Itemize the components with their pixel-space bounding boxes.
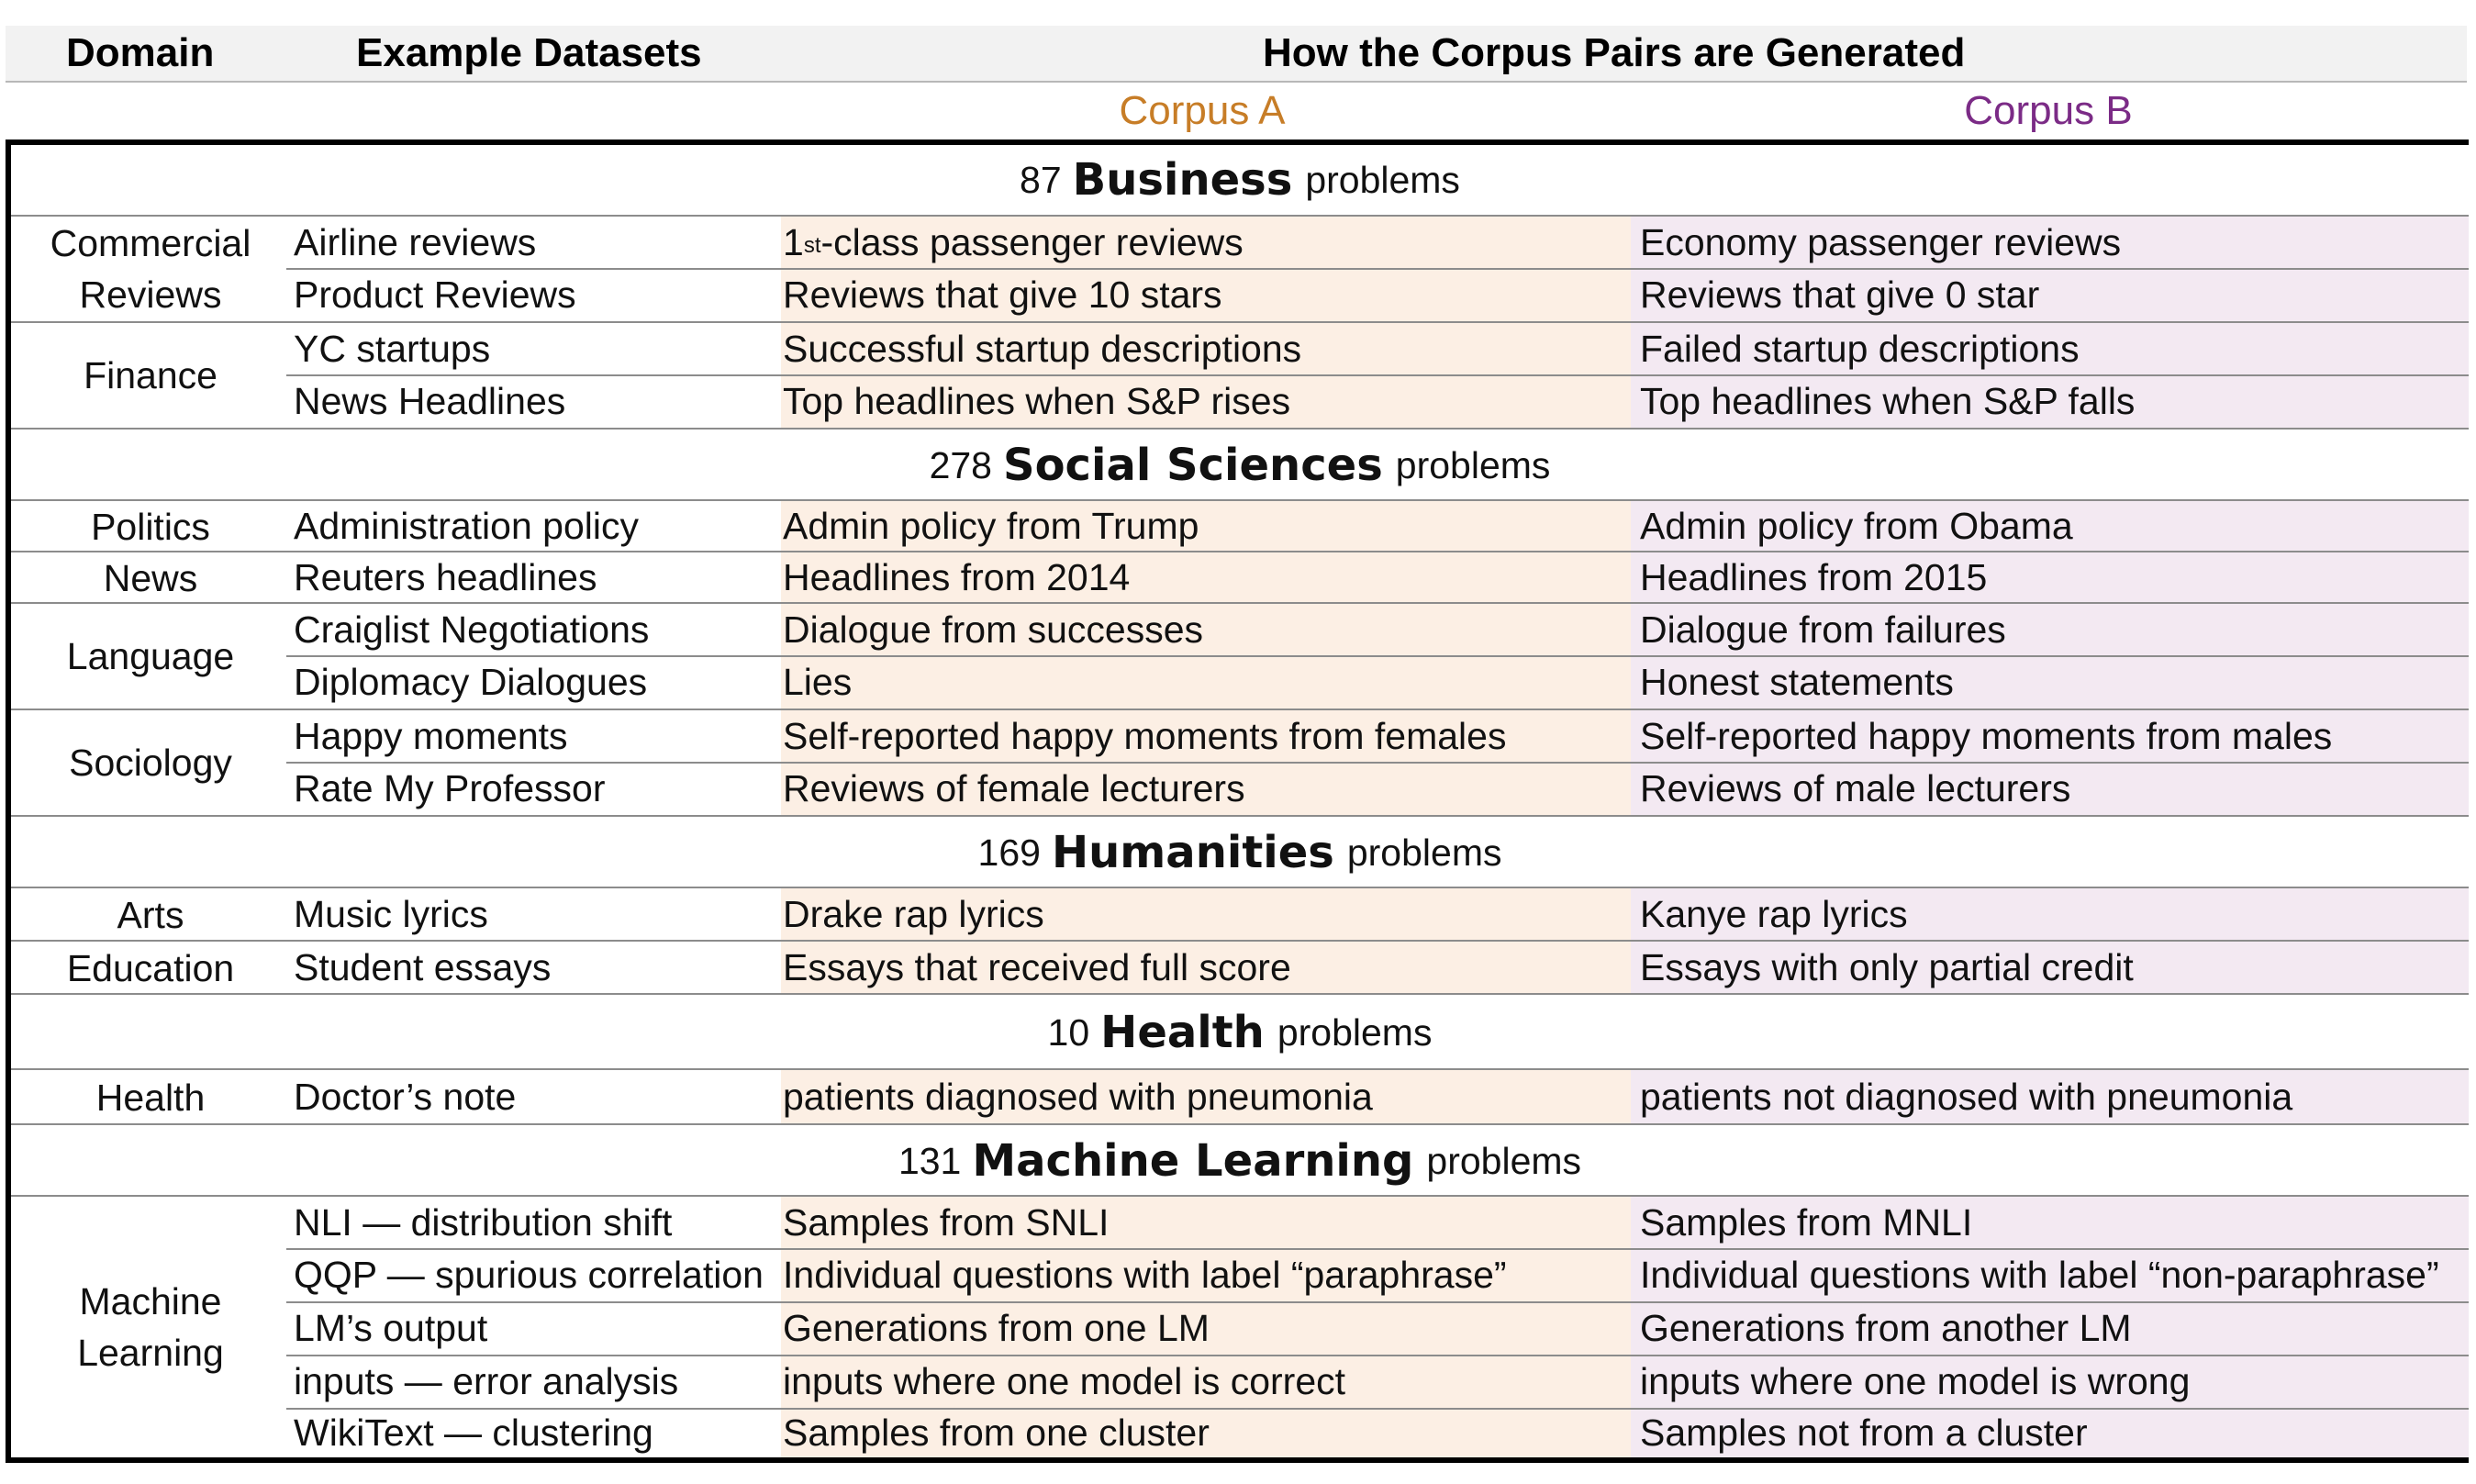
corpus-b-cell: Headlines from 2015 [1640,555,1988,598]
dataset-cell: NLI — distribution shift [294,1200,673,1244]
table-row [11,374,2469,428]
corpus-b-cell: Failed startup descriptions [1640,327,2080,370]
table-header [6,26,2467,83]
domain-health: Health [95,1077,206,1119]
corpus-a-cell: Individual questions with label “paraphrase” [783,1253,1507,1296]
table-row [11,602,2469,655]
section-count: 10 [1047,1010,1090,1054]
corpus-b-cell: patients not diagnosed with pneumonia [1640,1075,2293,1118]
corpus-b-cell: Reviews that give 0 star [1640,273,2040,316]
corpus-a-cell: Headlines from 2014 [783,555,1131,598]
section-social-sciences [11,428,2469,499]
corpus-a-cell: Samples from SNLI [783,1200,1110,1244]
dataset-cell: Diplomacy Dialogues [294,660,648,703]
corpus-a-cell: Reviews that give 10 stars [783,273,1222,316]
dataset-cell: Happy moments [294,714,568,757]
corpus-a-cell: Reviews of female lecturers [783,766,1245,809]
table-row [11,709,2469,762]
section-suffix: problems [1426,1139,1582,1182]
table-row [11,268,2469,321]
corpus-a-cell: patients diagnosed with pneumonia [783,1075,1373,1118]
table-row [11,1248,2469,1301]
section-name: Health [1100,1007,1265,1058]
corpus-b-cell: Samples from MNLI [1640,1200,1973,1244]
corpus-b-cell: Top headlines when S&P falls [1640,379,2136,422]
corpus-a-cell: Essays that received full score [783,945,1291,988]
table-row [11,1355,2469,1408]
section-suffix: problems [1277,1010,1433,1054]
dataset-cell: Craiglist Negotiations [294,608,650,651]
corpus-a-cell: inputs where one model is correct [783,1359,1346,1402]
table-row [11,1301,2469,1355]
dataset-cell: Reuters headlines [294,555,597,598]
corpus-a-cell: 1 $^{st}$ -class passenger reviews [783,220,1244,263]
corpus-b-cell: Self-reported happy moments from males [1640,714,2333,757]
corpus-b-cell: Economy passenger reviews [1640,220,2122,263]
corpus-subheader [6,83,2467,139]
corpus-a-cell: Generations from one LM [783,1306,1210,1349]
domain-machine-learning: Machine Learning [77,1280,224,1374]
section-count: 131 [898,1139,962,1182]
table-row [11,215,2469,268]
dataset-cell: QQP — spurious correlation [294,1253,764,1296]
corpus-a-cell: Self-reported happy moments from females [783,714,1507,757]
domain-finance: Finance [84,354,217,396]
corpus-b-cell: Samples not from a cluster [1640,1411,2088,1454]
corpus-a-cell: Top headlines when S&P rises [783,379,1291,422]
corpus-a-cell: Samples from one cluster [783,1411,1210,1454]
domain-commercial-reviews: Commercial Reviews [50,222,251,316]
section-count: 278 [929,443,992,486]
header-how-generated: How the Corpus Pairs are Generated [1263,30,1966,75]
dataset-cell: Doctor’s note [294,1075,517,1118]
corpus-b-cell: Individual questions with label “non-paraphrase” [1640,1253,2439,1296]
corpus-b-cell: Reviews of male lecturers [1640,766,2071,809]
corpus-b-cell: Kanye rap lyrics [1640,892,1908,935]
section-name: Machine Learning [972,1135,1414,1187]
dataset-cell: Administration policy [294,504,639,547]
dataset-cell: WikiText — clustering [294,1411,653,1454]
table-row [11,940,2469,993]
table-row [11,551,2469,602]
corpus-a-cell: Admin policy from Trump [783,504,1199,547]
corpus-b-cell: Honest statements [1640,660,1954,703]
domain-arts: Arts [117,894,184,936]
section-count: 87 [1020,158,1062,201]
header-corpus-b: Corpus B [1964,88,2133,133]
domain-news: News [103,557,198,599]
table-row [11,499,2469,551]
dataset-cell: inputs — error analysis [294,1359,679,1402]
dataset-cell: LM’s output [294,1306,488,1349]
dataset-cell: Airline reviews [294,220,537,263]
section-suffix: problems [1346,831,1502,874]
section-business [11,145,2469,215]
corpus-a-cell: Lies [783,660,853,703]
table-row [11,1195,2469,1248]
section-count: 169 [977,831,1041,874]
section-name: Business [1072,154,1293,206]
corpus-b-cell: inputs where one model is wrong [1640,1359,2191,1402]
table-row [11,1408,2469,1457]
corpus-b-cell: Essays with only partial credit [1640,945,2134,988]
header-corpus-a: Corpus A [1119,88,1286,133]
dataset-cell: News Headlines [294,379,566,422]
corpus-a-cell: Drake rap lyrics [783,892,1044,935]
domain-language: Language [66,635,235,677]
table-row [11,321,2469,374]
corpus-a-cell: Dialogue from successes [783,608,1204,651]
section-suffix: problems [1395,443,1551,486]
table-row [11,762,2469,815]
dataset-cell: Rate My Professor [294,766,606,809]
corpus-a-cell: Successful startup descriptions [783,327,1302,370]
section-humanities [11,815,2469,887]
header-example-datasets: Example Datasets [356,30,702,75]
corpus-b-cell: Generations from another LM [1640,1306,2132,1349]
table-row [11,887,2469,940]
table-row [11,1068,2469,1123]
section-name: Humanities [1051,827,1334,878]
section-name: Social Sciences [1003,440,1383,491]
domain-education: Education [66,947,235,989]
section-suffix: problems [1305,158,1460,201]
domain-politics: Politics [91,506,210,548]
section-health [11,993,2469,1068]
dataset-cell: Product Reviews [294,273,576,316]
corpus-b-cell: Dialogue from failures [1640,608,2006,651]
dataset-cell: Student essays [294,945,552,988]
table-body [6,139,2469,1463]
dataset-cell: YC startups [294,327,491,370]
corpus-b-cell: Admin policy from Obama [1640,504,2073,547]
section-machine-learning [11,1123,2469,1195]
dataset-cell: Music lyrics [294,892,488,935]
domain-sociology: Sociology [69,742,232,784]
table-row [11,655,2469,709]
header-domain: Domain [66,30,215,75]
